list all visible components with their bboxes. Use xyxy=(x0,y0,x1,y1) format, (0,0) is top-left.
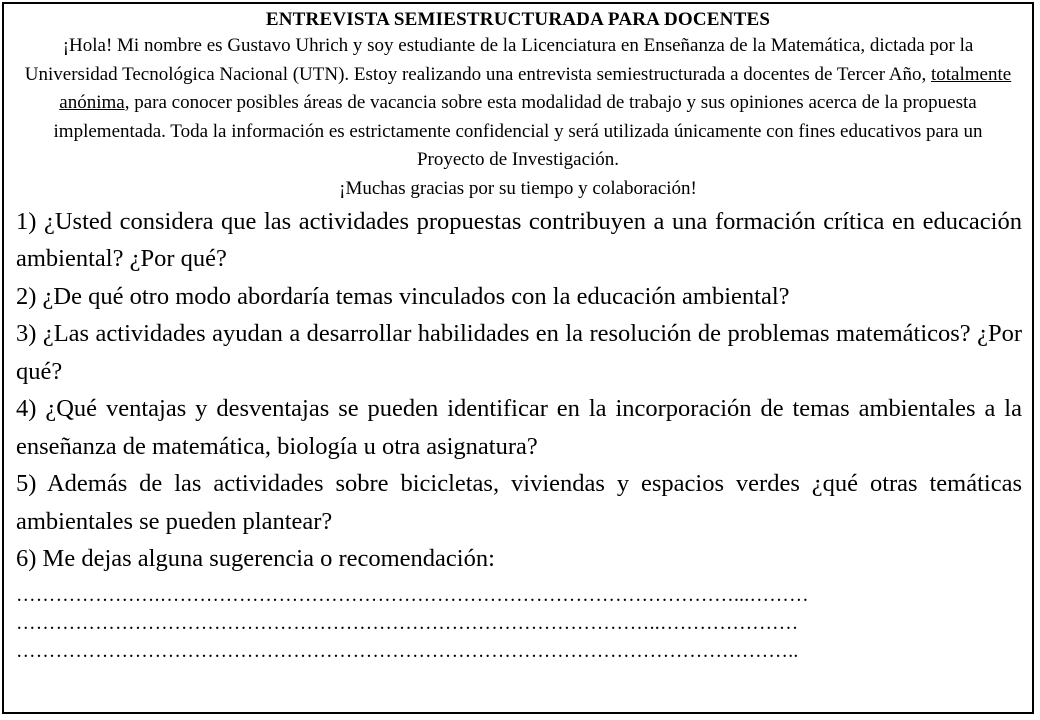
answer-line-3[interactable]: ……………………………………………………………………………………………………….. xyxy=(16,640,799,662)
answer-line-1[interactable]: ………………….……………………………………………………………………………...……… xyxy=(16,584,809,606)
intro-paragraph xyxy=(4,32,1032,175)
question-5: 5) Además de las actividades sobre bicicletas, viviendas y espacios verdes ¿qué otras temáticas ambientales se pueden plantear? xyxy=(16,470,1022,535)
question-4: 4) ¿Qué ventajas y desventajas se pueden identificar en la incorporación de temas ambientales a la enseñanza de matemática, biología u otra asignatura? xyxy=(16,395,1022,460)
question-list xyxy=(4,203,1032,578)
form-title: ENTREVISTA SEMIESTRUCTURADA PARA DOCENTES xyxy=(265,9,771,30)
question-2: 2) ¿De qué otro modo abordaría temas vinculados con la educación ambiental? xyxy=(16,282,790,310)
question-1: 1) ¿Usted considera que las actividades propuestas contribuyen a una formación crítica en educación ambiental? ¿Por qué? xyxy=(16,207,1022,273)
question-6: 6) Me dejas alguna sugerencia o recomendación: xyxy=(16,545,495,573)
answer-area[interactable] xyxy=(4,578,1032,666)
interview-form xyxy=(2,2,1034,714)
thanks-line: ¡Muchas gracias por su tiempo y colaboración! xyxy=(339,177,697,199)
intro-underlined-text: totalmente anónima xyxy=(59,63,1012,114)
intro-text-start: ¡Hola! Mi nombre es Gustavo Uhrich y soy estudiante de la Licenciatura en Enseñanza de la Matemática, dictada por la Universidad Tecnológica Nacional (UTN). Estoy realizando una entrevista semiestructurada a docentes de Tercer Año, xyxy=(24,35,974,85)
answer-line-2[interactable]: ……………………………………………………………………………………..………………… xyxy=(16,612,799,634)
intro-text-end: , para conocer posibles áreas de vacancia sobre esta modalidad de trabajo y sus opiniones acerca de la propuesta implementada. Toda la información es estrictamente confidencial y será utilizada únicamente con fines educativos para un Proyecto de Investigación. xyxy=(53,92,983,171)
form-header xyxy=(4,4,1032,203)
question-3: 3) ¿Las actividades ayudan a desarrollar habilidades en la resolución de problemas matemáticos? ¿Por qué? xyxy=(16,320,1022,385)
